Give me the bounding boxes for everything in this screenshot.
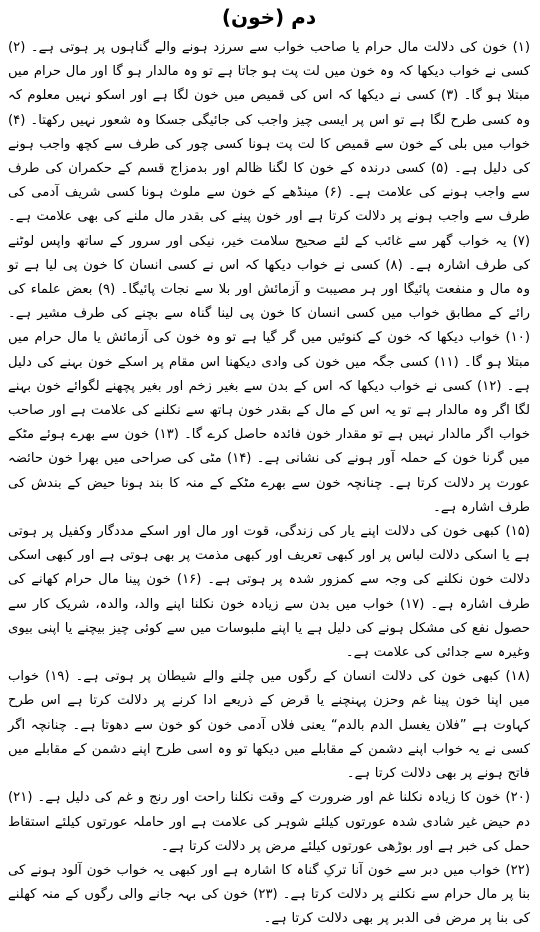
paragraph: (۱۸) کبھی خون کی دلالت انسان کے رگوں میں چلنے والے شیطان پر ہوتی ہے۔ (۱۹) خواب میں اپنا خون پینا غم وحزن پہنچنے یا قرض کے ذریعے ادا کرنے پر دلالت کرتا ہے اس طرح کہاوت ہے ”فلان یغسل الدم بالدم“ یعنی فلاں آدمی خون کو خون سے دھوتا ہے۔ چنانچہ اگر کسی نے یہ خواب اپنے دشمن کے مقابلے میں دیکھا تو وہ اسی طرح اپنے دشمن کے مقابلے میں فاتح ہونے پر بھی دلالت کرتا ہے۔ — [8, 669, 530, 782]
paragraph: (۲۰) خون کا زیادہ نکلنا غم اور ضرورت کے وقت نکلنا راحت اور رنج و غم کی دلیل ہے۔ (۲۱) دم حیض غیر شادی شدہ عورتوں کیلئے شوہر کی علامت ہے اور حاملہ عورتوں کیلئے استقاط حمل کی خبر ہے اور بوڑھی عورتوں کیلئے مرض پر دلالت کرتا ہے۔ — [8, 790, 530, 854]
entry-heading: دم (خون) — [221, 5, 317, 29]
entry-body — [8, 36, 530, 932]
paragraph: (۱) خون کی دلالت مال حرام یا صاحب خواب سے سرزد ہونے والے گناہوں پر ہوتی ہے۔ (۲) کسی نے خواب دیکھا کہ وہ خون میں لت پت ہو جاتا ہے تو وہ مالدار ہو گا اور مال حرام میں مبتلا ہو گا۔ (۳) کسی نے دیکھا کہ اس کی قمیص میں خون لگا ہے اور اسکو نہیں معلوم کہ وہ کسی طرح لگا ہے تو اس پر ایسی چیز واجب کی جائیگی جسکا وہ شعور نہیں رکھتا۔ (۴) خواب میں بلی کے خون سے قمیص کا لت پت ہونا کسی چور کی طرف سے کچھ واجب ہونے کی دلیل ہے۔ (۵) کسی درندہ کے خون کا لگنا ظالم اور بدمزاج قسم کے حکمران کی طرف سے واجب ہونے کی علامت ہے۔ (۶) مینڈھے کے خون سے ملوث ہونا کسی شریف آدمی کی طرف سے واجب ہونے پر دلالت کرتا ہے اور خون پینے کی بقدر مال ملنے کی بھی علامت ہے۔ (۷) یہ خواب گھر سے غائب کے لئے صحیح سلامت خیر، نیکی اور سرور کے ساتھ واپس لوٹنے کی طرف اشارہ ہے۔ (۸) کسی نے خواب دیکھا کہ اس نے کسی انسان کا خون پی لیا ہے تو وہ مال و منفعت پائیگا اور ہر مصیبت و آزمائش اور بلا سے نجات پائیگا۔ (۹) بعض علماء کی رائے کے مطابق خواب میں کسی انسان کا خون پی لینا گناہ سے بچنے کی طرف مشیر ہے۔ (۱۰) خواب دیکھا کہ خون کے کنوئیں میں گر گیا ہے تو وہ خون کی آزمائش یا مال حرام میں مبتلا ہو گا۔ (۱۱) کسی جگہ میں خون کی وادی دیکھنا اس مقام پر اسکے خون بہنے کی دلیل ہے۔ (۱۲) کسی نے خواب دیکھا کہ اس کے بدن سے بغیر زخم اور بغیر پچھنے لگوائے خون بہنے لگا اگر وہ مالدار ہے تو یہ اس کے مال کے بقدر خون ہاتھ سے نکلنے کی علامت ہے اور صاحب خواب اگر مالدار نہیں ہے تو مقدار خون فائدہ حاصل کرے گا۔ (۱۳) خون سے بھرے ہوئے مٹکے میں گرنا خون کے حملہ آور ہونے کی نشانی ہے۔ (۱۴) مٹی کی صراحی میں بھرا خون حائضہ عورت پر دلالت کرتا ہے۔ چنانچہ خون سے بھرے مٹکے کے منہ کا بند ہونا حیض کے بندش کی طرف اشارہ ہے۔ — [8, 40, 531, 515]
paragraph: (۲۲) خواب میں دبر سے خون آنا ترکِ گناہ کا اشارہ ہے اور کبھی یہ خواب خون آلود ہونے کی بنا پر مال حرام سے نکلنے پر دلالت کرتا ہے۔ (۲۳) خون کی بہہ جانے والی رگوں کے منہ کھلنے کی بنا پر مرض فی الدبر پر بھی دلالت کرتا ہے۔ — [8, 862, 531, 927]
paragraph: (۱۵) کبھی خون کی دلالت اپنے یار کی زندگی، قوت اور مال اور اسکے مددگار وکفیل پر ہوتی ہے یا اسکی دلالت لباس پر اور کبھی تعریف اور کبھی مذمت پر بھی ہوتی ہے اور کبھی اسکی دلالت خون نکلنے کی وجہ سے کمزور شدہ پر ہوتی ہے۔ (۱۶) خون پینا مال حرام کھانے کی طرف اشارہ ہے۔ (۱۷) خواب میں بدن سے زیادہ خون نکلنا اپنے والد، والدہ، شریک کار سے حصول نفع کی مشکل ہونے کی دلیل ہے یا اپنے ملبوسات میں سے کوئی چیز بیچنے یا اپنی بیوی وغیرہ سے جدائی کی علامت ہے۔ — [8, 524, 531, 661]
